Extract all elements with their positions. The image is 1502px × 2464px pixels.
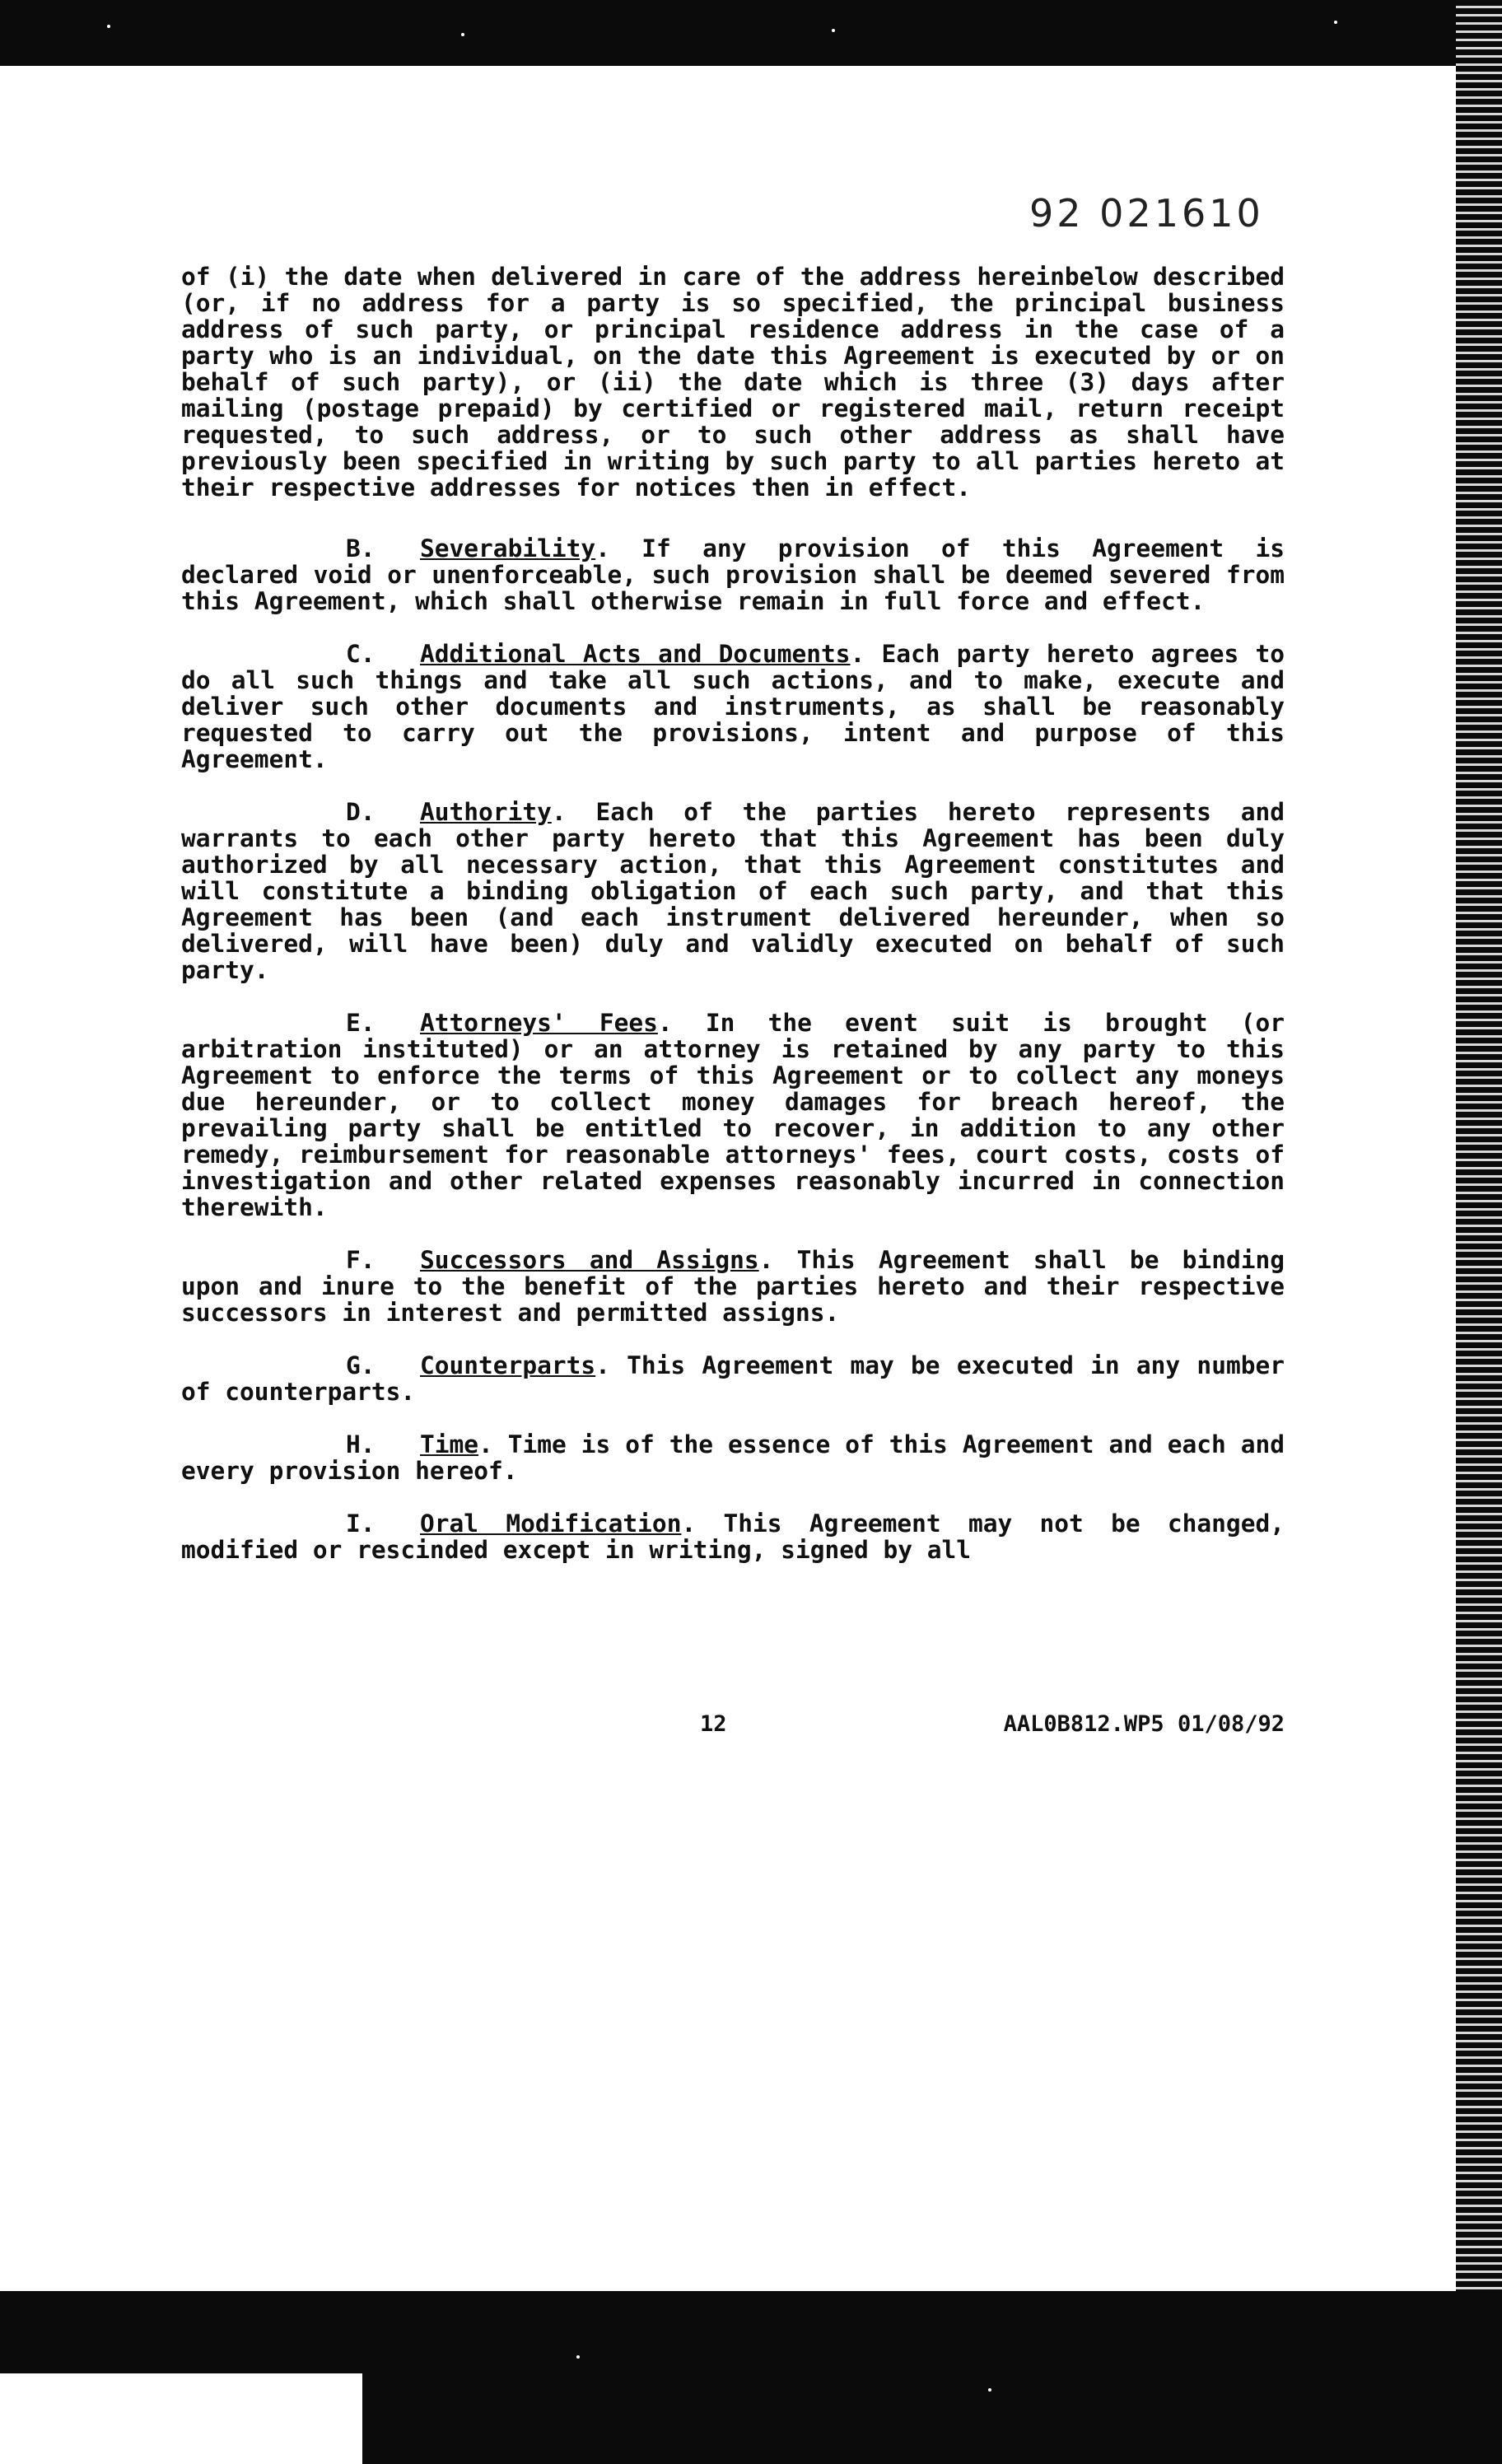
section-c [181, 641, 1285, 772]
section-text: . This Agreement may not be changed, modified or rescinded except in writing, signed by all [181, 1510, 1285, 1564]
scan-speck [576, 2355, 580, 2359]
section-text: . If any provision of this Agreement is declared void or unenforceable, such provision shall be deemed severed from this Agreement, which shall otherwise remain in full force and effect. [181, 534, 1285, 615]
section-b [181, 535, 1285, 614]
section-letter: C. [346, 640, 376, 668]
scan-speck [1334, 21, 1337, 24]
scan-speck [832, 29, 835, 32]
section-text: . This Agreement may be executed in any number of counterparts. [181, 1351, 1285, 1406]
section-i [181, 1510, 1285, 1563]
section-heading: Oral Modification [420, 1510, 682, 1538]
scan-border-right [1456, 0, 1502, 2464]
section-text: . Each of the parties hereto represents and warrants to each other party hereto that this Agreement has been duly authorized by all necessary action, that this Agreement constitutes and will constitute a binding obligation of each such party, and that this Agreement has been (and each instrument delivered hereunder, when so delivered, will have been) duly and validly executed on behalf of such party. [181, 798, 1285, 984]
section-heading: Counterparts [420, 1351, 596, 1379]
section-e [181, 1010, 1285, 1220]
section-text: . Time is of the essence of this Agreement and each and every provision hereof. [181, 1430, 1285, 1485]
section-d [181, 799, 1285, 983]
section-heading: Attorneys' Fees [420, 1009, 658, 1037]
page-number: 12 [700, 1711, 727, 1737]
section-letter: B. [346, 534, 376, 562]
scan-corner-blank [0, 2373, 362, 2464]
section-heading: Time [420, 1430, 479, 1458]
section-h [181, 1431, 1285, 1484]
document-number: 92 021610 [1029, 191, 1264, 236]
scan-speck [461, 33, 464, 36]
section-letter: H. [346, 1430, 376, 1458]
section-letter: I. [346, 1510, 376, 1538]
file-reference: AAL0B812.WP5 01/08/92 [1003, 1711, 1285, 1737]
section-letter: D. [346, 798, 376, 826]
section-text: . In the event suit is brought (or arbitration instituted) or an attorney is retained by any party to this Agreement to enforce the terms of this Agreement or to collect any moneys due hereunder, or to collect money damages for breach hereof, the prevailing party shall be entitled to recover, in addition to any other remedy, reimbursement for reasonable attorneys' fees, court costs, costs of investigation and other related expenses reasonably incurred in connection therewith. [181, 1009, 1285, 1221]
section-letter: F. [346, 1246, 376, 1274]
section-heading: Severability [420, 534, 596, 562]
section-g [181, 1352, 1285, 1405]
section-text: . This Agreement shall be binding upon and inure to the benefit of the parties hereto and their respective successors in interest and permitted assigns. [181, 1246, 1285, 1327]
page-footer [181, 1711, 1285, 1744]
scan-speck [107, 25, 110, 28]
section-letter: E. [346, 1009, 376, 1037]
section-letter: G. [346, 1351, 376, 1379]
section-heading: Authority [420, 798, 552, 826]
scan-speck [988, 2388, 991, 2392]
section-text: . Each party hereto agrees to do all such things and take all such actions, and to make, execute and deliver such other documents and instruments, as shall be reasonably requested to carry out the provisions, intent and purpose of this Agreement. [181, 640, 1285, 773]
scan-border-top [0, 0, 1502, 66]
document-body [181, 264, 1285, 1589]
section-heading: Additional Acts and Documents [420, 640, 851, 668]
intro-paragraph: of (i) the date when delivered in care of the address hereinbelow described (or, if no address for a party is so specified, the principal business address of such party, or principal residence address in the case of a party who is an individual, on the date this Agreement is executed by or on behalf of such party), or (ii) the date which is three (3) days after mailing (postage prepaid) by certified or registered mail, return receipt requested, to such address, or to such other address as shall have previously been specified in writing by such party to all parties hereto at their respective addresses for notices then in effect. [181, 263, 1285, 502]
section-f [181, 1247, 1285, 1326]
section-heading: Successors and Assigns [420, 1246, 759, 1274]
